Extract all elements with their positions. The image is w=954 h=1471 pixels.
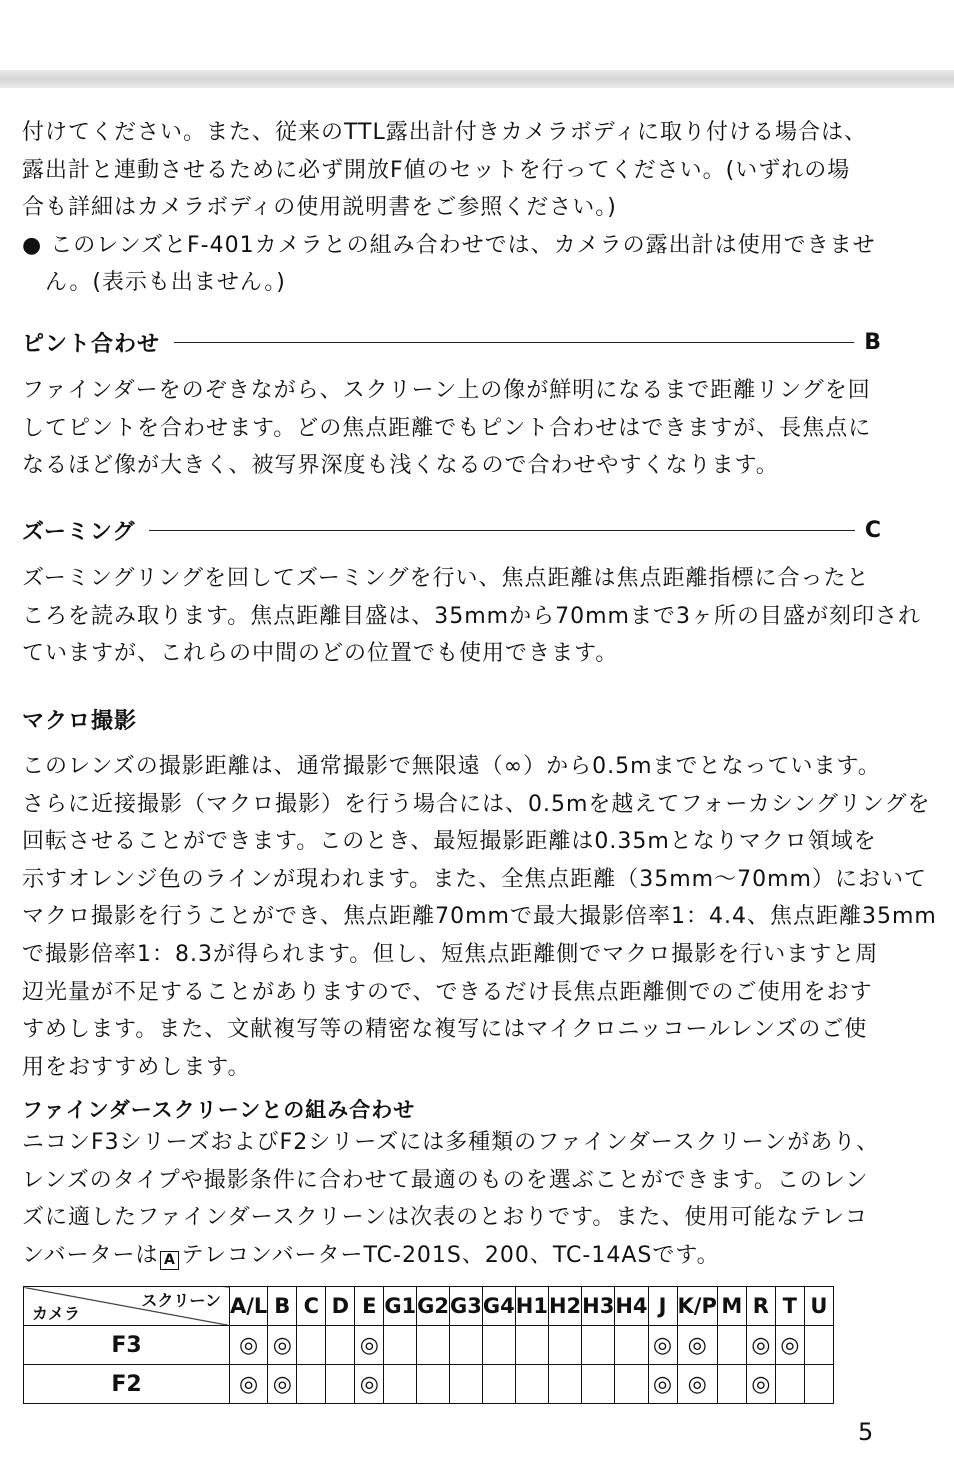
table-cell: ◎ xyxy=(355,1365,384,1404)
camera-cell: F2 xyxy=(24,1365,230,1404)
camera-cell: F3 xyxy=(24,1326,230,1365)
screen-compatibility-table xyxy=(23,1286,834,1404)
column-header: H2 xyxy=(548,1287,581,1326)
table-cell: ◎ xyxy=(746,1365,775,1404)
page-number: 5 xyxy=(858,1418,874,1446)
text-line: で撮影倍率1：8.3が得られます。但し、短焦点距離側でマクロ撮影を行いますと周 xyxy=(22,941,879,967)
table-cell xyxy=(615,1365,648,1404)
table-cell xyxy=(417,1365,450,1404)
table-cell: ◎ xyxy=(648,1365,677,1404)
column-header: G4 xyxy=(482,1287,515,1326)
text-segment: ンバーターは xyxy=(22,1242,159,1268)
text-line: なるほど像が大きく、被写界深度も浅くなるので合わせやすくなります。 xyxy=(22,453,779,479)
text-line: マクロ撮影を行うことができ、焦点距離70mmで最大撮影倍率1：4.4、焦点距離35mm xyxy=(22,904,937,930)
table-cell xyxy=(717,1365,746,1404)
text-line: ズに適したファインダースクリーンは次表のとおりです。また、使用可能なテレコ xyxy=(22,1205,868,1231)
column-header: M xyxy=(717,1287,746,1326)
top-scan-band xyxy=(0,70,954,88)
column-header: K/P xyxy=(677,1287,717,1326)
text-line: 露出計と連動させるために必ず開放F値のセットを行ってください。(いずれの場 xyxy=(22,157,851,183)
table-cell xyxy=(548,1365,581,1404)
table-cell xyxy=(515,1365,548,1404)
table-corner-cell xyxy=(24,1287,230,1326)
table-cell xyxy=(582,1365,615,1404)
table-cell xyxy=(515,1326,548,1365)
heading-rule xyxy=(174,342,854,343)
finder-paragraph xyxy=(22,1124,922,1274)
corner-screen-label: スクリーン xyxy=(141,1291,221,1310)
table-cell xyxy=(384,1326,417,1365)
zoom-letter: C xyxy=(864,517,882,543)
focus-paragraph xyxy=(22,372,922,485)
column-header: G3 xyxy=(450,1287,483,1326)
table-row xyxy=(24,1326,834,1365)
table-cell: ◎ xyxy=(677,1365,717,1404)
text-line: 用をおすすめします。 xyxy=(22,1054,251,1080)
column-header: T xyxy=(775,1287,804,1326)
table-row xyxy=(24,1365,834,1404)
table-cell xyxy=(615,1326,648,1365)
table-cell: ◎ xyxy=(268,1326,297,1365)
column-header: R xyxy=(746,1287,775,1326)
table-cell xyxy=(326,1365,355,1404)
text-line-last xyxy=(22,1237,922,1275)
table-cell: ◎ xyxy=(230,1365,268,1404)
table-cell xyxy=(384,1365,417,1404)
column-header: E xyxy=(355,1287,384,1326)
table-cell: ◎ xyxy=(268,1365,297,1404)
column-header: B xyxy=(268,1287,297,1326)
table-cell xyxy=(775,1365,804,1404)
text-line: すめします。また、文献複写等の精密な複写にはマイクロニッコールレンズのご使 xyxy=(22,1017,868,1043)
table-cell xyxy=(717,1326,746,1365)
table-cell: ◎ xyxy=(677,1326,717,1365)
macro-heading xyxy=(22,704,882,734)
heading-rule xyxy=(149,530,854,531)
table-cell xyxy=(417,1326,450,1365)
text-line: ズーミングリングを回してズーミングを行い、焦点距離は焦点距離指標に合ったと xyxy=(22,566,870,591)
column-header: J xyxy=(648,1287,677,1326)
macro-paragraph xyxy=(22,748,937,1086)
text-line: してピントを合わせます。どの焦点距離でもピント合わせはできますが、長焦点に xyxy=(22,415,872,441)
focus-title: ピント合わせ xyxy=(22,331,161,357)
text-line: さらに近接撮影（マクロ撮影）を行う場合には、0.5mを越えてフォーカシングリングを xyxy=(22,791,931,817)
zoom-heading xyxy=(22,515,882,545)
intro-paragraph xyxy=(22,114,922,302)
table-cell: ◎ xyxy=(648,1326,677,1365)
column-header: G1 xyxy=(384,1287,417,1326)
column-header: H1 xyxy=(515,1287,548,1326)
column-header: H3 xyxy=(582,1287,615,1326)
focus-letter: B xyxy=(864,329,882,355)
table-cell xyxy=(582,1326,615,1365)
text-line: 付けてください。また、従来のTTL露出計付きカメラボディに取り付ける場合は、 xyxy=(22,120,867,145)
text-line: ん。(表示も出ません。) xyxy=(22,270,286,296)
text-line: ● このレンズとF-401カメラとの組み合わせでは、カメラの露出計は使用できませ xyxy=(22,232,876,258)
text-segment: テレコンバーターTC-201S、200、TC-14ASです。 xyxy=(181,1242,720,1268)
table-cell xyxy=(450,1326,483,1365)
table-cell xyxy=(804,1326,833,1365)
text-line: ニコンF3シリーズおよびF2シリーズには多種類のファインダースクリーンがあり、 xyxy=(22,1130,880,1155)
table-cell xyxy=(450,1365,483,1404)
table-cell: ◎ xyxy=(746,1326,775,1365)
zoom-title: ズーミング xyxy=(22,519,136,545)
focus-heading xyxy=(22,327,882,357)
table-cell xyxy=(804,1365,833,1404)
text-line: 辺光量が不足することがありますので、できるだけ長焦点距離側でのご使用をおす xyxy=(22,979,873,1005)
column-header: U xyxy=(804,1287,833,1326)
zoom-paragraph xyxy=(22,560,922,673)
table-cell: ◎ xyxy=(355,1326,384,1365)
text-line: ころを読み取ります。焦点距離目盛は、35mmから70mmまで3ヶ所の目盛が刻印され xyxy=(22,603,921,629)
column-header: D xyxy=(326,1287,355,1326)
column-header: A/L xyxy=(230,1287,268,1326)
table-cell xyxy=(326,1326,355,1365)
text-line: このレンズの撮影距離は、通常撮影で無限遠（∞）から0.5mまでとなっています。 xyxy=(22,754,881,779)
table-header-row xyxy=(24,1287,834,1326)
text-line: 合も詳細はカメラボディの使用説明書をご参照ください。) xyxy=(22,195,617,221)
boxed-a-icon: A xyxy=(160,1251,179,1270)
table-cell xyxy=(482,1365,515,1404)
text-line: ていますが、これらの中間のどの位置でも使用できます。 xyxy=(22,641,619,667)
table-cell xyxy=(548,1326,581,1365)
table-cell: ◎ xyxy=(775,1326,804,1365)
table-cell xyxy=(482,1326,515,1365)
table-cell xyxy=(297,1365,326,1404)
column-header: G2 xyxy=(417,1287,450,1326)
table-cell xyxy=(297,1326,326,1365)
column-header: H4 xyxy=(615,1287,648,1326)
text-line: ファインダーをのぞきながら、スクリーン上の像が鮮明になるまで距離リングを回 xyxy=(22,378,871,403)
text-line: 回転させることができます。このとき、最短撮影距離は0.35mとなりマクロ領域を xyxy=(22,829,877,855)
text-line: レンズのタイプや撮影条件に合わせて最適のものを選ぶことができます。このレン xyxy=(22,1167,869,1193)
text-line: 示すオレンジ色のラインが現われます。また、全焦点距離（35mm～70mm）において xyxy=(22,866,927,892)
finder-title: ファインダースクリーンとの組み合わせ xyxy=(22,1098,416,1122)
column-header: C xyxy=(297,1287,326,1326)
macro-title: マクロ撮影 xyxy=(22,708,138,734)
table-cell: ◎ xyxy=(230,1326,268,1365)
corner-camera-label: カメラ xyxy=(32,1304,81,1323)
